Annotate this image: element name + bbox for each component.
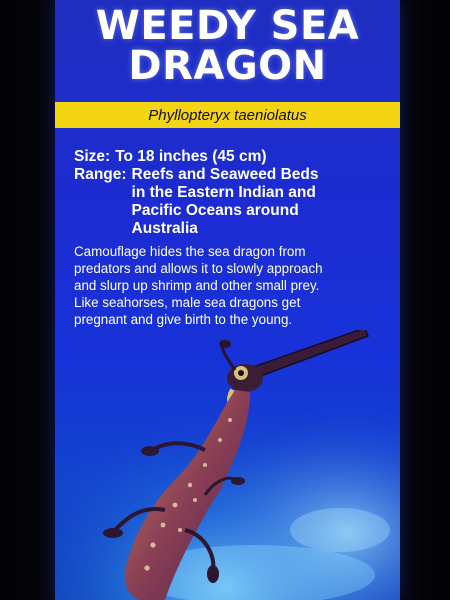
fact-range-label: Range: <box>74 166 127 183</box>
light-patch <box>290 508 390 552</box>
appendage-leaf <box>141 446 159 456</box>
appendage-leaf <box>219 340 231 348</box>
fact-size <box>74 148 392 166</box>
fact-range <box>74 166 392 238</box>
sea-dragon-photo <box>55 330 400 600</box>
sea-dragon-illustration <box>55 330 400 600</box>
fact-size-label: Size: <box>74 148 111 165</box>
sign-title-line-2: DRAGON <box>128 43 327 89</box>
fact-range-value: Reefs and Seaweed Beds in the Eastern Indian and Pacific Oceans around Australia <box>131 166 319 237</box>
appendage-leaf <box>103 528 123 538</box>
sign-title <box>55 3 400 89</box>
description-paragraph: Camouflage hides the sea dragon from predators and allows it to slowly approach and slurp up shrimp and other small prey. Like seahorses, male sea dragons get pregnant and give birth to the young. <box>74 244 323 327</box>
pupil <box>238 370 244 376</box>
sign-title-line-1: WEEDY SEA <box>95 3 360 49</box>
scientific-name: Phyllopteryx taeniolatus <box>148 106 307 124</box>
scientific-name-band <box>55 102 400 128</box>
fact-list <box>74 148 392 238</box>
appendage-leaf <box>207 565 219 583</box>
exhibit-sign <box>55 0 400 600</box>
fact-size-value: To 18 inches (45 cm) <box>115 148 267 165</box>
appendage-leaf <box>231 477 245 485</box>
